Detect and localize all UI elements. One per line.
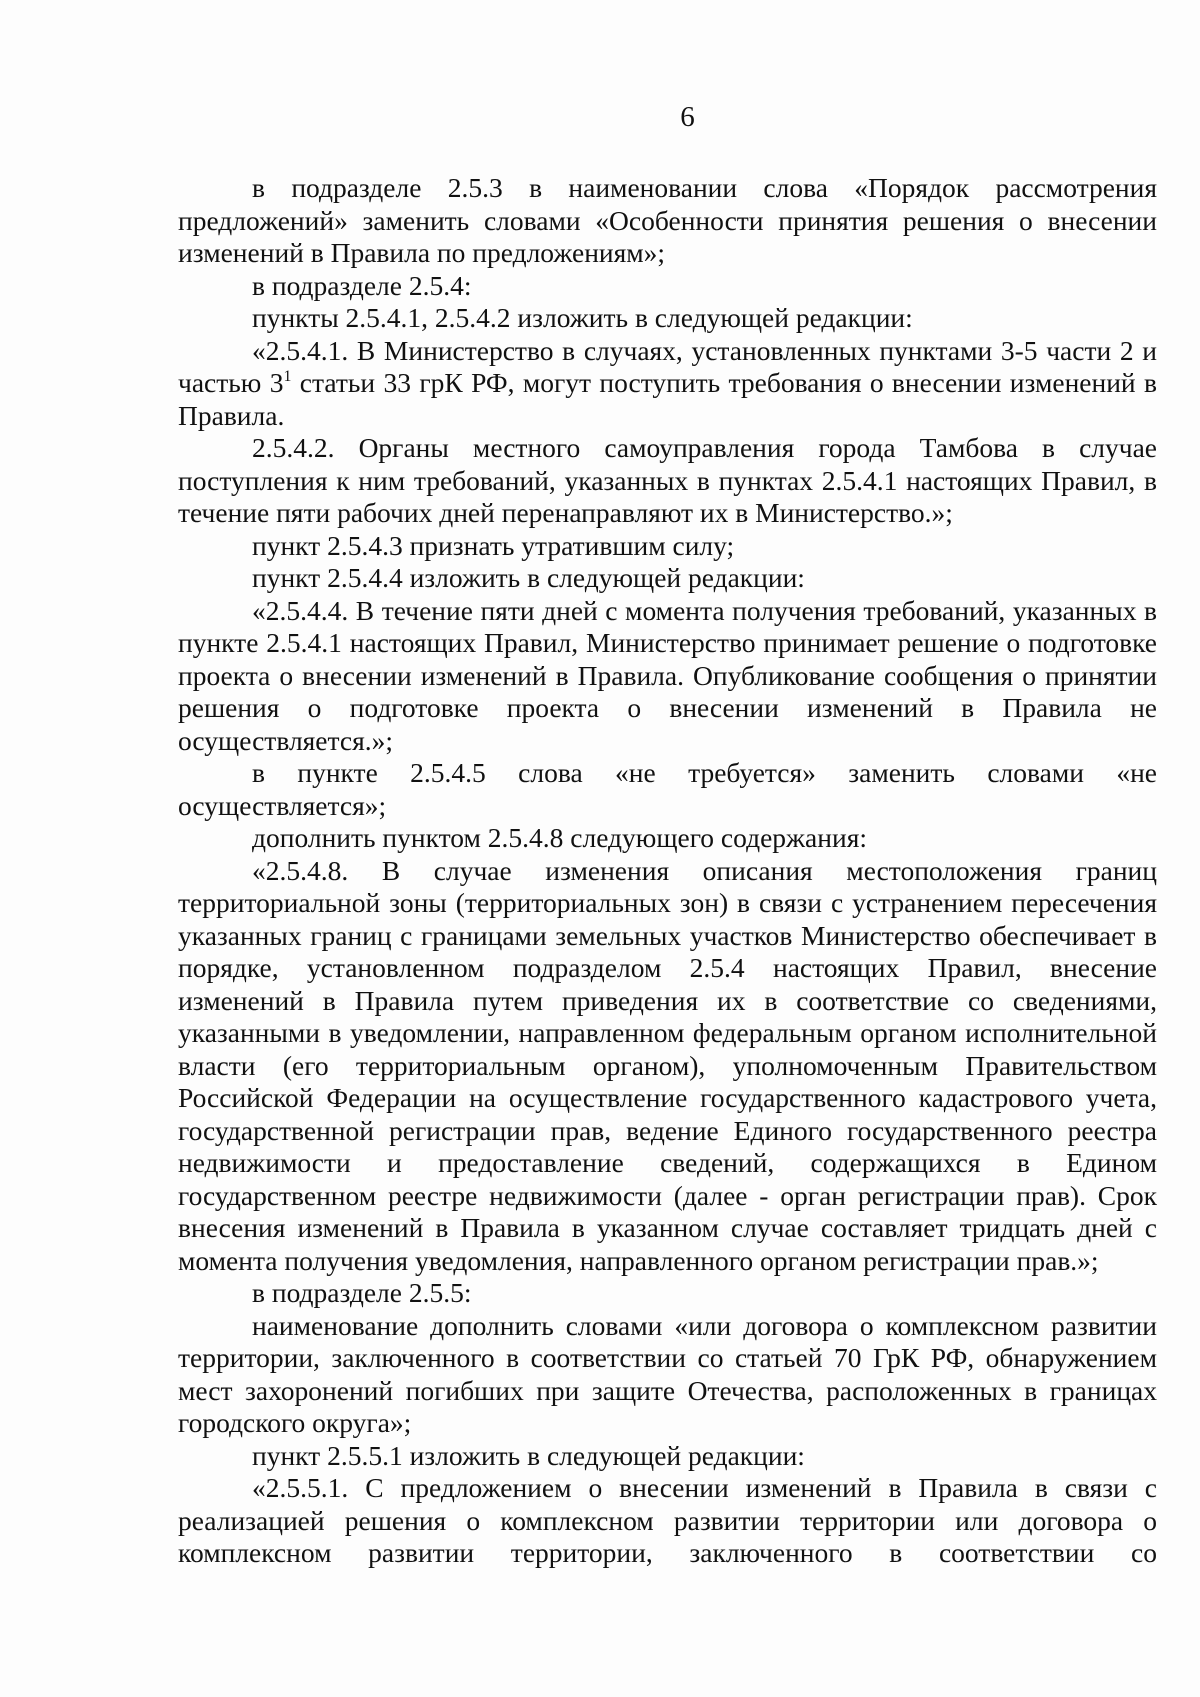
paragraph-2-5-4-8: «2.5.4.8. В случае изменения описания местоположения границ территориальной зоны (территориальных зон) в связи с устранением пересечения указанных границ с границами земельных участков Министерство обеспечивает в порядке, установленном подразделом 2.5.4 настоящих Правил, внесение изменений в Правила путем приведения их в соответствие со сведениями, указанными в уведомлении, направленном федеральным органом исполнительной власти (его территориальным органом), уполномоченным Правительством Российской Федерации на осуществление государственного кадастрового учета, государственной регистрации прав, ведение Единого государственного реестра недвижимости и предоставление сведений, содержащихся в Едином государственном реестре недвижимости (далее - орган регистрации прав). Срок внесения изменений в Правила в указанном случае составляет тридцать дней с момента получения уведомления, направленного органом регистрации прав.»; bbox=[178, 854, 1157, 1276]
page-number: 6 bbox=[680, 101, 695, 133]
paragraph-subsection-2-5-5: в подразделе 2.5.5: bbox=[252, 1277, 472, 1308]
paragraph-points-2-5-4-1-2: пункты 2.5.4.1, 2.5.4.2 изложить в следующей редакции: bbox=[252, 302, 913, 333]
paragraph-2-5-5-title: наименование дополнить словами «или договора о комплексном развитии территории, заключенного в соответствии со статьей 70 ГрК РФ, обнаружением мест захоронений погибших при защите Отечества, расположенных в границах городского округа»; bbox=[178, 1309, 1157, 1438]
paragraph-2-5-4-4: «2.5.4.4. В течение пяти дней с момента получения требований, указанных в пункте 2.5.4.1 настоящих Правил, Министерство принимает решение о подготовке проекта о внесении изменений в Правила. Опубликование сообщения о принятии решения о подготовке проекта о внесении изменений в Правила не осуществляется.»; bbox=[178, 594, 1157, 756]
paragraph-2-5-4-1 bbox=[178, 335, 1157, 433]
paragraph-subsection-2-5-3: в подразделе 2.5.3 в наименовании слова «Порядок рассмотрения предложений» заменить словами «Особенности принятия решения о внесении изменений в Правила по предложениям»; bbox=[178, 172, 1157, 268]
paragraph-2-5-5-1-intro: пункт 2.5.5.1 изложить в следующей редакции: bbox=[252, 1439, 805, 1471]
paragraph-2-5-4-1-text-a: «2.5.4.1. В Министерство в случаях, установленных пунктами 3-5 части 2 и частью 3 bbox=[178, 334, 1157, 398]
paragraph-2-5-4-8-intro: дополнить пунктом 2.5.4.8 следующего содержания: bbox=[252, 822, 867, 853]
paragraph-subsection-2-5-4: в подразделе 2.5.4: bbox=[252, 269, 472, 301]
paragraph-2-5-4-4-intro: пункт 2.5.4.4 изложить в следующей редакции: bbox=[252, 562, 805, 593]
paragraph-2-5-4-5: в пункте 2.5.4.5 слова «не требуется» заменить словами «не осуществляется»; bbox=[178, 757, 1157, 821]
superscript-one: 1 bbox=[283, 368, 292, 385]
paragraph-2-5-5-1: «2.5.5.1. С предложением о внесении изменений в Правила в связи с реализацией решения о комплексном развитии территории или договора о комплексном развитии территории, заключенного в соответствии со bbox=[178, 1472, 1157, 1568]
paragraph-2-5-4-1-text-b: статьи 33 грК РФ, могут поступить требования о внесении изменений в Правила. bbox=[178, 367, 1157, 431]
paragraph-2-5-4-3: пункт 2.5.4.3 признать утратившим силу; bbox=[252, 529, 735, 561]
document-body bbox=[178, 172, 1157, 1570]
paragraph-2-5-4-2: 2.5.4.2. Органы местного самоуправления города Тамбова в случае поступления к ним требований, указанных в пунктах 2.5.4.1 настоящих Правил, в течение пяти рабочих дней перенаправляют их в Министерство.»; bbox=[178, 432, 1157, 528]
